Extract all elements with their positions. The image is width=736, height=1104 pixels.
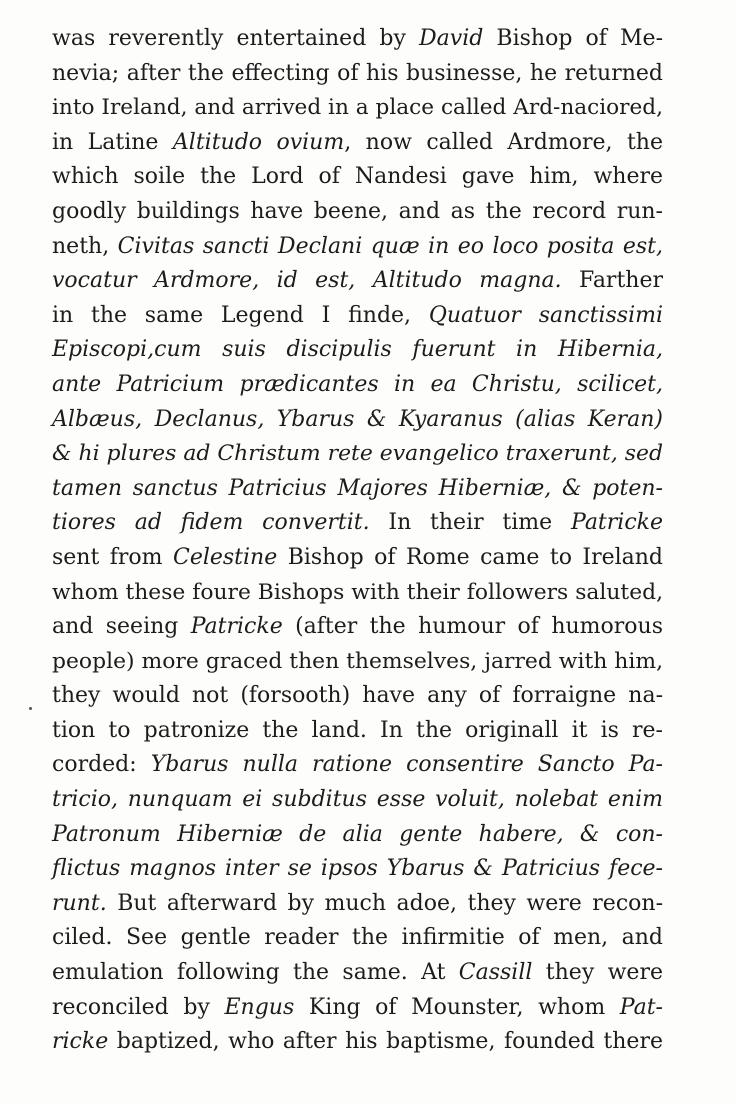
text-line xyxy=(52,783,663,818)
italic-text-segment: Pat- xyxy=(619,994,663,1020)
text-line xyxy=(52,610,663,645)
text-segment: in the same Legend I finde, xyxy=(52,302,429,328)
text-line xyxy=(52,264,663,299)
text-segment: baptized, who after his baptisme, founded there xyxy=(108,1029,663,1055)
italic-text-segment: Ybarus nulla ratione consentire Sancto Pa- xyxy=(150,752,663,778)
text-line xyxy=(52,921,663,956)
text-segment: tion to patronize the land. In the originall it is re- xyxy=(52,717,663,743)
italic-text-segment: ante Patricium prædicantes in ea Christu, scilicet, xyxy=(52,371,663,397)
italic-text-segment: Quatuor sanctissimi xyxy=(428,302,664,328)
text-line xyxy=(52,956,663,991)
text-segment: neth, xyxy=(52,233,118,259)
text-segment: Bishop of Rome came to Ireland xyxy=(277,544,664,570)
text-line xyxy=(52,230,663,265)
italic-text-segment: Patricke xyxy=(190,614,283,640)
text-segment: reconciled by xyxy=(52,994,225,1020)
text-line xyxy=(52,437,663,472)
text-line xyxy=(52,1025,663,1060)
text-segment: in Latine xyxy=(52,129,173,155)
italic-text-segment: Engus xyxy=(224,994,295,1020)
text-segment: Bishop of Me- xyxy=(483,26,664,51)
text-segment: (after the humour of humorous xyxy=(282,614,663,640)
italic-text-segment: Celestine xyxy=(172,544,278,570)
text-segment: they would not (forsooth) have any of forraigne na- xyxy=(52,683,663,709)
text-segment: into Ireland, and arrived in a place called Ard-naciored, xyxy=(52,95,663,121)
text-line xyxy=(52,714,663,749)
text-segment: was reverently entertained by xyxy=(52,26,420,51)
text-segment: emulation following the same. At xyxy=(52,960,459,986)
italic-text-segment: flictus magnos inter se ipsos Ybarus & Patricius fece- xyxy=(52,856,663,882)
ink-speck xyxy=(29,707,32,710)
text-line xyxy=(52,57,663,92)
text-segment: they were xyxy=(532,960,663,986)
text-segment: Farther xyxy=(561,268,663,294)
text-segment: corded: xyxy=(52,752,151,778)
italic-text-segment: Cassill xyxy=(458,960,533,986)
text-segment: In their time xyxy=(369,510,571,536)
text-line xyxy=(52,852,663,887)
text-line xyxy=(52,679,663,714)
italic-text-segment: Civitas sancti Declani quæ in eo loco posita est, xyxy=(117,233,664,259)
italic-text-segment: & hi plures ad Christum rete evangelico traxerunt, sed xyxy=(52,441,664,467)
italic-text-segment: runt. xyxy=(52,890,107,916)
text-line xyxy=(52,299,663,334)
text-line xyxy=(52,368,663,403)
text-line xyxy=(52,91,663,126)
italic-text-segment: tamen sanctus Patricius Majores Hiberniæ, & poten- xyxy=(52,475,663,501)
text-segment: whom these foure Bishops with their followers saluted, xyxy=(52,579,663,605)
text-line xyxy=(52,403,663,438)
text-segment: people) more graced then themselves, jarred with him, xyxy=(52,648,664,674)
text-line xyxy=(52,472,663,507)
text-line xyxy=(52,333,663,368)
italic-text-segment: Episcopi,cum suis discipulis fuerunt in Hibernia, xyxy=(52,337,663,363)
italic-text-segment: ricke xyxy=(52,1029,109,1055)
text-segment: goodly buildings have beene, and as the record run- xyxy=(52,198,663,224)
text-line xyxy=(52,576,663,611)
text-segment: nevia; after the effecting of his businesse, he returned xyxy=(52,60,663,86)
text-line xyxy=(52,541,663,576)
text-segment: and seeing xyxy=(52,614,191,640)
text-segment: King of Mounster, whom xyxy=(294,994,620,1020)
text-line xyxy=(52,818,663,853)
italic-text-segment: David xyxy=(419,26,484,51)
text-line xyxy=(52,506,663,541)
text-line xyxy=(52,22,663,57)
text-line xyxy=(52,160,663,195)
text-segment: But afterward by much adoe, they were recon- xyxy=(106,890,663,916)
text-line xyxy=(52,645,663,680)
italic-text-segment: tiores ad fidem convertit. xyxy=(52,510,370,536)
text-line xyxy=(52,126,663,161)
text-segment: , now called Ardmore, the xyxy=(344,129,663,155)
italic-text-segment: Patricke xyxy=(571,510,663,536)
text-line xyxy=(52,195,663,230)
text-line xyxy=(52,887,663,922)
text-segment: sent from xyxy=(52,544,173,570)
italic-text-segment: Altitudo ovium xyxy=(172,129,345,155)
italic-text-segment: Albæus, Declanus, Ybarus & Kyaranus (alias Keran) xyxy=(52,406,663,432)
italic-text-segment: Patronum Hiberniæ de alia gente habere, & con- xyxy=(52,821,663,847)
text-line xyxy=(52,748,663,783)
body-text xyxy=(52,22,663,1060)
text-segment: which soile the Lord of Nandesi gave him, where xyxy=(52,164,663,190)
text-line xyxy=(52,991,663,1026)
italic-text-segment: vocatur Ardmore, id est, Altitudo magna. xyxy=(52,268,562,294)
italic-text-segment: tricio, nunquam ei subditus esse voluit, nolebat enim xyxy=(52,787,663,813)
text-segment: ciled. See gentle reader the infirmitie of men, and xyxy=(52,925,663,951)
